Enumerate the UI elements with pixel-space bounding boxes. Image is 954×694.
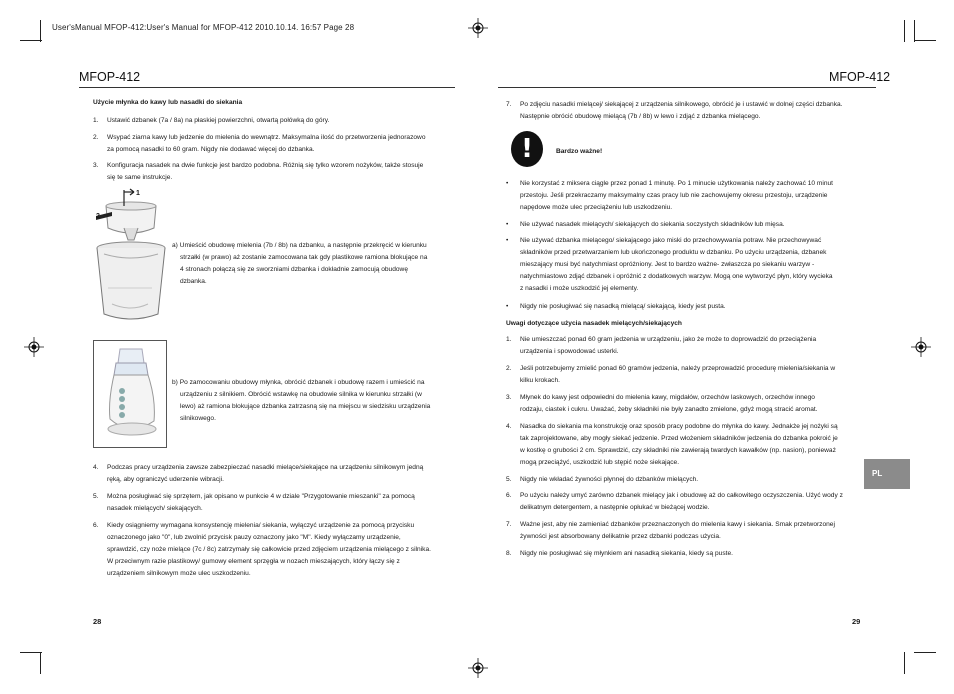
list-item-line: Nie umieszczać ponad 60 gram jedzenia w urządzeniu, jako że może to doprowadzić do przeciążenia: [520, 336, 817, 343]
list-item-line: Podczas pracy urządzenia zawsze zabezpieczać nasadki mielące/siekające na urządzeniu silnikowym jedną: [107, 464, 424, 471]
list-item-line: mieszający musi być natychmiast opróżniony. Jest to bardzo ważne- zwłaszcza po siekaniu warzyw -: [520, 261, 815, 268]
crop-mark: [914, 652, 936, 653]
list-item-line: za pomocą nasadki to 60 gram. Nigdy nie dodawać więcej do dzbanka.: [107, 146, 315, 153]
caption-line: urządzeniu z silnikiem. Obrócić wstawkę na obudowie silnika w kierunku strzałki (w: [180, 391, 422, 398]
notes-heading: Uwagi dotyczące użycia nasadek mielących/siekających: [506, 320, 682, 327]
list-item-line: kilku krokach.: [520, 377, 560, 384]
header-rule-left: [79, 87, 455, 88]
list-item-line: Nasadka do siekania ma konstrukcję oraz sposób pracy podobne do młynka do kawy. Jednakże jej nożyki są: [520, 423, 838, 430]
section-heading: Użycie młynka do kawy lub nasadki do siekania: [93, 99, 243, 106]
list-item-line: Ważne jest, aby nie zamieniać dzbanków przeznaczonych do mielenia kawy i siekania. Smak przetworzonej: [520, 521, 835, 528]
list-item-line: Nigdy nie wkładać żywności płynnej do dzbanków mielących.: [520, 476, 699, 483]
list-item-line: urządzeniem silnikowym może ulec uszkodzeniu.: [107, 570, 251, 577]
list-item-line: delikatnym detergentem, a następnie opłukać w bieżącej wodzie.: [520, 504, 710, 511]
list-item-line: nasadek mielących/ siekających.: [107, 505, 203, 512]
list-item-line: Nie korzystać z miksera ciągle przez ponad 1 minutę. Po 1 minucie użytkowania należy zachować 10 minut: [520, 180, 833, 187]
list-item-line: składników przed przetwarzaniem lub ukończonego produktu w dzbanku. Po użyciu urządzenia, dzbanek: [520, 249, 827, 256]
list-item-number: •: [506, 303, 509, 310]
list-item-line: przestoju. Jeśli przekraczamy maksymalny czas pracy lub nie zachowujemy okresu przestoju, urządzenie: [520, 192, 828, 199]
caption-line: dzbanka.: [180, 278, 207, 285]
list-item-line: ręką, aby ograniczyć uderzenie wibracji.: [107, 476, 224, 483]
page-number-left: 28: [93, 617, 102, 626]
list-item-line: sprawdzić, czy noże mielące (7c / 8c) zatrzymały się całkowicie przed zdjęciem urządzenia mielącego z silnika.: [107, 546, 431, 553]
list-item-number: 3.: [506, 394, 512, 401]
list-item-number: 5.: [506, 476, 512, 483]
model-title-left: MFOP-412: [79, 70, 141, 84]
crop-mark: [40, 20, 41, 42]
list-item-number: 6.: [93, 522, 99, 529]
registration-mark-icon: [24, 337, 44, 357]
crop-mark: [904, 652, 905, 674]
list-item-line: mogą przeciążyć, uszkodzić lub stępić noże siekające.: [520, 459, 680, 466]
crop-mark: [20, 652, 42, 653]
crop-mark: [20, 40, 42, 41]
list-item-number: 1.: [93, 117, 99, 124]
list-item-number: 8.: [506, 550, 512, 557]
list-item-line: urządzenia i spowodować usterki.: [520, 348, 619, 355]
list-item-number: 3.: [93, 162, 99, 169]
list-item-line: Kiedy osiągniemy wymagana konsystencję mielenia/ siekania, wyłączyć urządzenie za pomocą przycisku: [107, 522, 415, 529]
registration-mark-icon: [468, 658, 488, 678]
list-item-line: Konfiguracja nasadek na dwie funkcje jest bardzo podobna. Różnią się tylko wzorem nożyków, także stosuje: [107, 162, 424, 169]
list-item-line: z nasadki i może uszkodzić jej elementy.: [520, 285, 639, 292]
warning-icon: [510, 130, 544, 168]
list-item-line: Wsypać ziarna kawy lub jedzenie do mielenia do wewnątrz. Maksymalna ilość do przetworzenia jednorazowo: [107, 134, 426, 141]
list-item-number: 4.: [506, 423, 512, 430]
list-item-line: napędowe może ulec przeciążeniu lub uszkodzeniu.: [520, 204, 673, 211]
list-item-line: Nie używać nasadek mielących/ siekających do siekania soczystych składników lub mięsa.: [520, 221, 785, 228]
list-item-line: żywności jest absorbowany delikatnie przez dzbanki podczas użycia.: [520, 533, 721, 540]
caption-line: lewo) aż ramiona blokujące dzbanka zatrzasną się na miejscu w siedzisku urządzenia: [180, 403, 431, 410]
list-item-number: 6.: [506, 492, 512, 499]
header-rule-right: [498, 87, 876, 88]
print-slug: User'sManual MFOP-412:User's Manual for MFOP-412 2010.10.14. 16:57 Page 28: [52, 23, 355, 32]
list-item-line: Ustawić dzbanek (7a / 8a) na płaskiej powierzchni, otwartą połówką do góry.: [107, 117, 330, 124]
list-item-number: 7.: [506, 101, 512, 108]
list-item-line: rodzaju, ciastek i cukru. Uważać, żeby składniki nie były zanadto zmielone, gdyż mogą stracić aromat.: [520, 406, 818, 413]
list-item-line: tak zaprojektowane, aby mogły siekać jedzenie. Przed włożeniem składników jedzenia do dzbanka pokroić je: [520, 435, 838, 442]
caption-line: a) Umieścić obudowę mielenia (7b / 8b) na dzbanku, a następnie przekręcić w kierunku: [172, 242, 427, 249]
list-item-number: 4.: [93, 464, 99, 471]
caption-line: 4 stronach połączą się ze sworzniami dzbanka i dokładnie zamocują obudowę: [180, 266, 408, 273]
crop-mark: [904, 20, 905, 42]
list-item-number: 5.: [93, 493, 99, 500]
caption-line: silnikowego.: [180, 415, 216, 422]
list-item-line: Nie używać dzbanka mielącego/ siekającego jako miski do przechowywania potraw. Nie przechowywać: [520, 237, 822, 244]
grinder-jug-illustration: [94, 188, 166, 328]
callout-label-1: 1: [136, 190, 140, 197]
list-item-line: Po zdjęciu nasadki mielącej/ siekającej z urządzenia silnikowego, obrócić je i ustawić w dolnej części dzbanka.: [520, 101, 843, 108]
list-item-number: •: [506, 221, 509, 228]
list-item-line: Nigdy nie posługiwać się młynkiem ani nasadką siekania, kiedy są puste.: [520, 550, 733, 557]
list-item-line: Po użyciu należy umyć zarówno dzbanek mielący jak i obudowę aż do całkowitego oczyszczenia. Użyć wody z: [520, 492, 843, 499]
list-item-number: •: [506, 237, 509, 244]
language-tab: PL: [864, 459, 910, 489]
list-item-line: Jeśli potrzebujemy zmielić ponad 60 gramów jedzenia, należy przeprowadzić procedurę mielenia/siekania w: [520, 365, 836, 372]
list-item-number: •: [506, 180, 509, 187]
motor-unit-photo-frame: [93, 340, 167, 448]
list-item-line: W przeciwnym razie plastikowy/ gumowy element sprzęgła w nozach mieszających, który łączy się z: [107, 558, 400, 565]
model-title-right: MFOP-412: [829, 70, 891, 84]
callout-label-2: 2: [96, 213, 100, 220]
caption-line: strzałki (w prawo) aż zostanie zamocowana tak gdy plastikowe ramiona blokujące na: [180, 254, 428, 261]
blender-motor-unit-illustration: [94, 341, 166, 447]
list-item-line: oznaczonego jako "0", lub zwolnić przycisk pauzy oznaczony jako "M". Kiedy wyłączamy urządzenie,: [107, 534, 401, 541]
list-item-number: 7.: [506, 521, 512, 528]
crop-mark: [914, 40, 936, 41]
list-item-number: 1.: [506, 336, 512, 343]
caption-line: b) Po zamocowaniu obudowy młynka, obrócić dzbanek i obudowę razem i umieścić na: [172, 379, 425, 386]
warning-exclamation: !: [521, 134, 533, 164]
list-item-line: Nigdy nie posługiwać się nasadką mielącą/ siekającą, kiedy jest pusta.: [520, 303, 726, 310]
list-item-line: natychmiastowo zdjąć dzbanek i opróżnić z dodatkowych warzyw. Mogą one wytworzyć płyn, który wycieka: [520, 273, 833, 280]
list-item-number: 2.: [93, 134, 99, 141]
list-item-line: Młynek do kawy jest odpowiedni do mielenia kawy, migdałów, orzechów laskowych, orzechów innego: [520, 394, 815, 401]
list-item-line: Następnie obrócić obudowę mielącą (7b / 8b) w lewo i zdjąć z dzbanka mielącego.: [520, 113, 761, 120]
list-item-line: Można posługiwać się sprzętem, jak opisano w punkcie 4 w dziale "Przygotowanie mieszanki" za pomocą: [107, 493, 415, 500]
list-item-line: w kostkę o grubości 2 cm. Sprawdzić, czy składniki nie zawierają twardych kawałków (np. nasion), ponieważ: [520, 447, 836, 454]
warning-title: Bardzo ważne!: [556, 148, 603, 155]
registration-mark-icon: [911, 337, 931, 357]
list-item-line: się te same instrukcje.: [107, 174, 173, 181]
page-number-right: 29: [852, 617, 861, 626]
crop-mark: [914, 20, 915, 42]
crop-mark: [40, 652, 41, 674]
list-item-number: 2.: [506, 365, 512, 372]
registration-mark-icon: [468, 18, 488, 38]
